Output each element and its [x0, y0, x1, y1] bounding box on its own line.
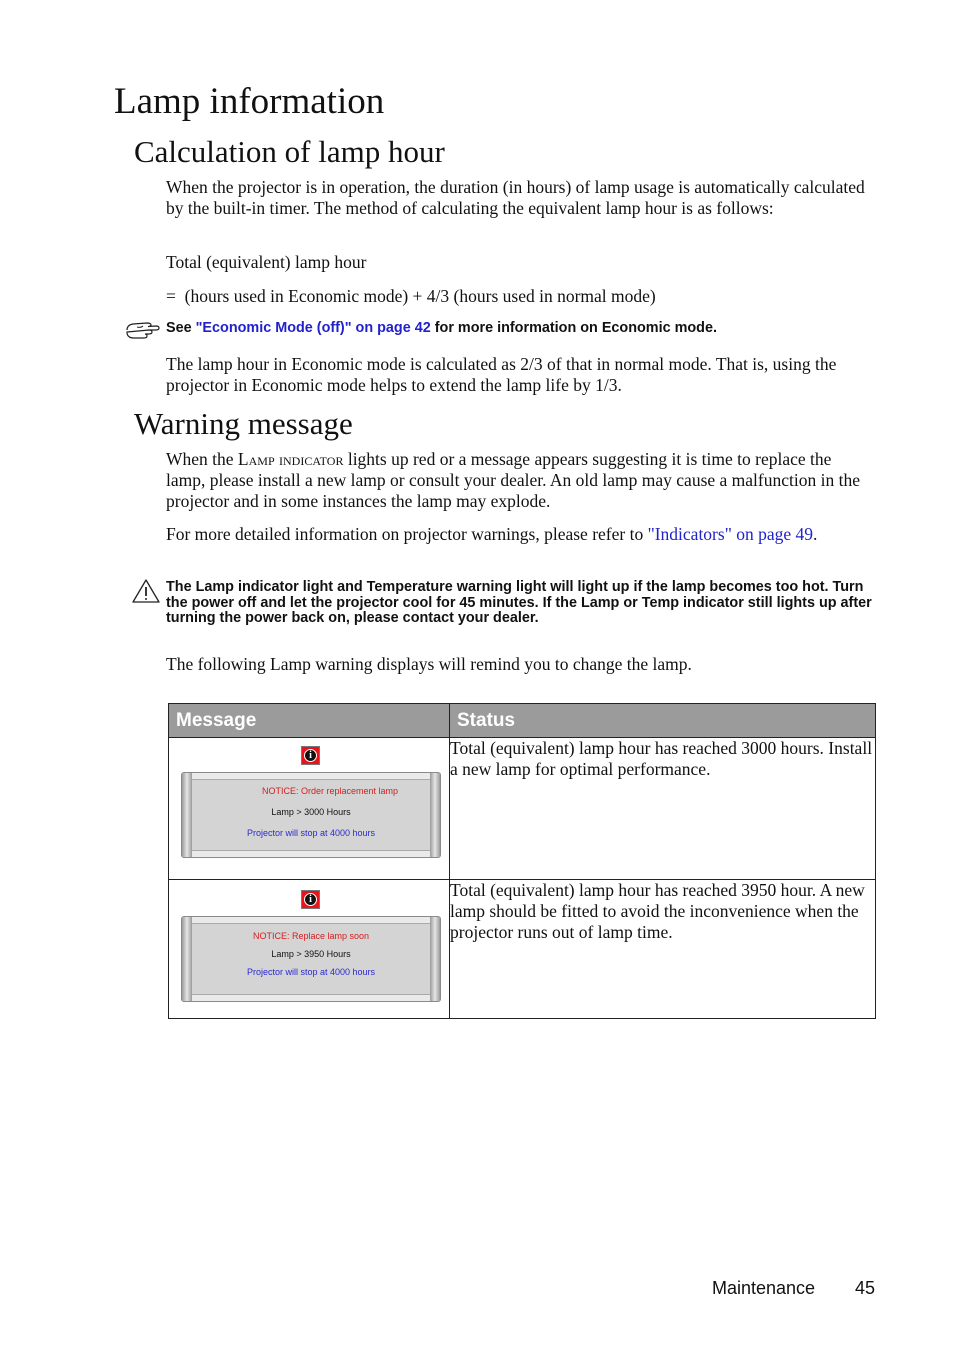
- info-icon: i: [301, 746, 320, 765]
- table-row: [169, 738, 876, 880]
- table-row: [169, 880, 876, 1019]
- note-hand-icon: [125, 319, 161, 341]
- calculation-paragraph: When the projector is in operation, the duration (in hours) of lamp usage is automatically calculated by the built-in timer. The method of calculating the equivalent lamp hour is as follows:: [166, 177, 865, 218]
- screen-stop-notice: Projector will stop at 4000 hours: [246, 967, 376, 977]
- table-header-row: [169, 704, 876, 738]
- section-heading-warning: Warning message: [134, 406, 353, 441]
- header-status: Status: [450, 704, 876, 738]
- screen-stop-notice: Projector will stop at 4000 hours: [246, 828, 376, 838]
- screen-lamp-hours: Lamp > 3000 Hours: [271, 807, 351, 817]
- warning-paragraph: [166, 449, 872, 512]
- warning-screen: [181, 772, 441, 858]
- lamp-warning-table: [168, 703, 876, 1019]
- footer-section: Maintenance: [712, 1278, 816, 1298]
- indicators-link[interactable]: "Indicators" on page 49: [647, 524, 813, 544]
- section-heading-calculation: Calculation of lamp hour: [134, 134, 445, 169]
- screen-notice: NOTICE: Replace lamp soon: [252, 931, 370, 941]
- lamp-warning-intro: The following Lamp warning displays will remind you to change the lamp.: [166, 654, 692, 674]
- formula-label: Total (equivalent) lamp hour: [166, 252, 367, 272]
- note-prefix: See: [166, 320, 196, 336]
- economic-mode-note: [166, 321, 717, 337]
- status-cell: Total (equivalent) lamp hour has reached 3950 hour. A new lamp should be fitted to avoid the inconvenience when the projector runs out of lamp time.: [450, 880, 876, 1019]
- economic-mode-paragraph: The lamp hour in Economic mode is calculated as 2/3 of that in normal mode. That is, using the projector in Economic mode helps to extend the lamp life by 1/3.: [166, 354, 837, 395]
- indicators-paragraph: [166, 524, 866, 545]
- caution-note: The Lamp indicator light and Temperature warning light will light up if the lamp becomes too hot. Turn the power off and let the projector cool for 45 minutes. If the Lamp or Temp indicator still lights up after turning the power back on, please contact your dealer.: [166, 579, 872, 626]
- screen-lamp-hours: Lamp > 3950 Hours: [271, 949, 351, 959]
- warning-paragraph-prefix: When the: [166, 449, 238, 469]
- header-message: Message: [169, 704, 450, 738]
- status-cell: Total (equivalent) lamp hour has reached 3000 hours. Install a new lamp for optimal performance.: [450, 738, 876, 880]
- indicators-suffix: .: [813, 524, 818, 544]
- screen-notice: NOTICE: Order replacement lamp: [261, 786, 399, 796]
- economic-mode-link[interactable]: "Economic Mode (off)" on page 42: [195, 320, 431, 336]
- note-suffix: for more information on Economic mode.: [430, 320, 717, 336]
- info-icon: i: [301, 890, 320, 909]
- caution-triangle-icon: [131, 578, 161, 604]
- warning-paragraph-suffix: lights up red or a message appears suggesting it is time to replace the lamp, please install a new lamp or consult your dealer. An old lamp may cause a malfunction in the projector and in some instances the lamp may explode.: [166, 449, 860, 511]
- message-cell: [169, 880, 450, 1019]
- formula: = (hours used in Economic mode) + 4/3 (hours used in normal mode): [166, 286, 656, 306]
- page-title: Lamp information: [114, 81, 385, 122]
- message-cell: [169, 738, 450, 880]
- warning-screen: [181, 916, 441, 1002]
- lamp-indicator-term: Lamp indicator: [237, 449, 344, 469]
- page-number: 45: [855, 1278, 876, 1298]
- indicators-prefix: For more detailed information on projector warnings, please refer to: [166, 524, 648, 544]
